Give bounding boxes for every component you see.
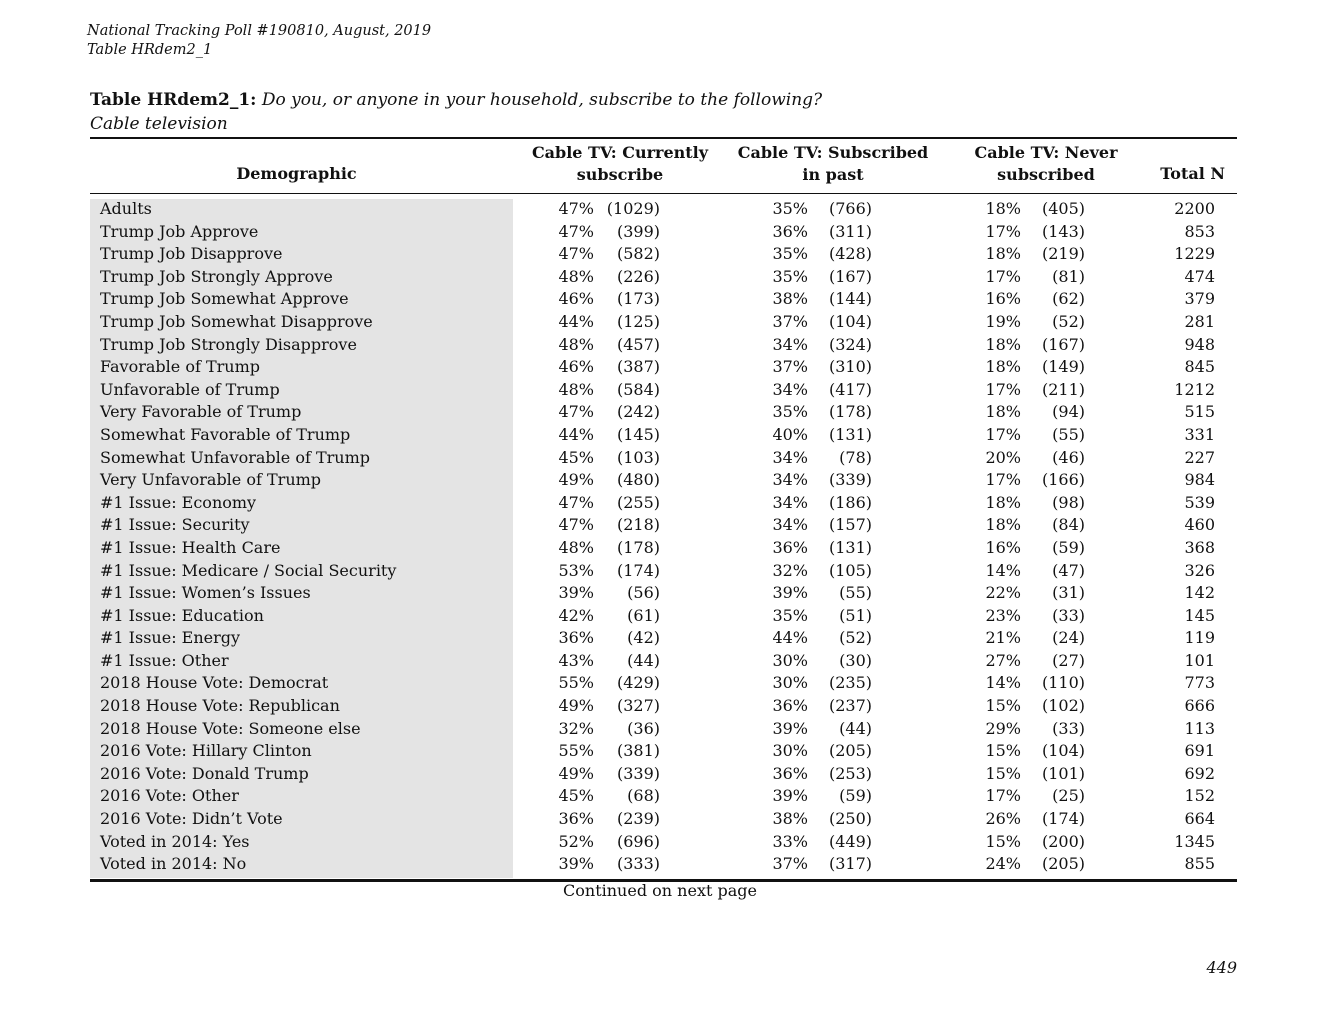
table-row [90, 808, 1237, 831]
never-pct: 14% [985, 560, 1021, 580]
never-pct: 15% [985, 696, 1021, 716]
current-n: (125) [616, 311, 660, 331]
table-row [90, 401, 1237, 424]
past-pct: 33% [772, 831, 808, 851]
header-currently-subscribe: Cable TV: Currently subscribe [531, 143, 709, 184]
past-n: (311) [828, 221, 872, 241]
row-label: Very Favorable of Trump [100, 402, 302, 422]
current-pct: 55% [558, 741, 594, 761]
never-n: (101) [1041, 763, 1085, 783]
past-n: (157) [828, 515, 872, 535]
past-pct: 39% [772, 583, 808, 603]
current-pct: 49% [558, 696, 594, 716]
header-total-n: Total N [1160, 164, 1225, 183]
table-row [90, 424, 1237, 447]
row-label: Trump Job Somewhat Disapprove [100, 311, 373, 331]
row-label: 2016 Vote: Other [100, 786, 239, 806]
current-n: (36) [627, 718, 660, 738]
row-label: 2016 Vote: Didn’t Vote [100, 809, 283, 829]
current-n: (429) [616, 673, 660, 693]
total-n: 691 [1184, 741, 1215, 761]
current-n: (333) [616, 854, 660, 874]
never-n: (102) [1041, 696, 1085, 716]
header-rule [90, 193, 1237, 194]
never-n: (24) [1052, 628, 1085, 648]
past-pct: 39% [772, 786, 808, 806]
row-label: Voted in 2014: Yes [100, 831, 250, 851]
total-n: 101 [1184, 650, 1215, 670]
past-n: (317) [828, 854, 872, 874]
caption-subtitle: Cable television [90, 114, 228, 134]
past-pct: 37% [772, 311, 808, 331]
never-n: (59) [1052, 537, 1085, 557]
table-row [90, 853, 1237, 876]
current-pct: 44% [558, 424, 594, 444]
table-row [90, 243, 1237, 266]
row-label: 2018 House Vote: Democrat [100, 673, 329, 693]
current-n: (457) [616, 334, 660, 354]
current-n: (61) [627, 605, 660, 625]
never-n: (166) [1041, 470, 1085, 490]
past-pct: 34% [772, 447, 808, 467]
never-pct: 17% [985, 424, 1021, 444]
current-pct: 48% [558, 334, 594, 354]
never-n: (104) [1041, 741, 1085, 761]
current-pct: 48% [558, 379, 594, 399]
total-n: 773 [1184, 673, 1215, 693]
total-n: 145 [1184, 605, 1215, 625]
never-pct: 26% [985, 809, 1021, 829]
never-n: (219) [1041, 244, 1085, 264]
never-pct: 18% [985, 334, 1021, 354]
past-pct: 35% [772, 266, 808, 286]
total-n: 855 [1184, 854, 1215, 874]
past-pct: 40% [772, 424, 808, 444]
header-subscribed-in-past: Cable TV: Subscribed in past [737, 143, 929, 184]
table-row [90, 740, 1237, 763]
total-n: 368 [1184, 537, 1215, 557]
current-n: (696) [616, 831, 660, 851]
total-n: 1229 [1174, 244, 1215, 264]
table-row [90, 198, 1237, 221]
current-pct: 39% [558, 854, 594, 874]
row-label: 2018 House Vote: Republican [100, 696, 340, 716]
running-head-table-id: Table HRdem2_1 [87, 42, 213, 58]
current-n: (173) [616, 289, 660, 309]
current-pct: 48% [558, 266, 594, 286]
never-n: (94) [1052, 402, 1085, 422]
current-pct: 49% [558, 763, 594, 783]
current-n: (218) [616, 515, 660, 535]
past-n: (324) [828, 334, 872, 354]
past-n: (253) [828, 763, 872, 783]
table-body [90, 198, 1237, 876]
table-row [90, 266, 1237, 289]
past-n: (186) [828, 492, 872, 512]
total-n: 664 [1184, 809, 1215, 829]
total-n: 281 [1184, 311, 1215, 331]
never-pct: 15% [985, 831, 1021, 851]
past-pct: 35% [772, 244, 808, 264]
table-caption [90, 88, 822, 136]
never-n: (149) [1041, 357, 1085, 377]
past-n: (766) [828, 199, 872, 218]
current-n: (178) [616, 537, 660, 557]
past-pct: 39% [772, 718, 808, 738]
never-pct: 15% [985, 741, 1021, 761]
past-pct: 35% [772, 199, 808, 218]
row-label: #1 Issue: Other [100, 650, 229, 670]
never-n: (47) [1052, 560, 1085, 580]
row-label: Adults [100, 199, 152, 218]
current-n: (103) [616, 447, 660, 467]
row-label: #1 Issue: Health Care [100, 537, 281, 557]
never-pct: 19% [985, 311, 1021, 331]
table-row [90, 447, 1237, 470]
never-n: (46) [1052, 447, 1085, 467]
never-n: (33) [1052, 605, 1085, 625]
current-pct: 46% [558, 357, 594, 377]
past-n: (205) [828, 741, 872, 761]
never-n: (167) [1041, 334, 1085, 354]
row-label: Trump Job Strongly Disapprove [100, 334, 357, 354]
current-n: (399) [616, 221, 660, 241]
past-n: (417) [828, 379, 872, 399]
current-n: (56) [627, 583, 660, 603]
past-pct: 38% [772, 289, 808, 309]
past-pct: 37% [772, 854, 808, 874]
never-pct: 17% [985, 266, 1021, 286]
past-pct: 44% [772, 628, 808, 648]
never-pct: 17% [985, 786, 1021, 806]
current-pct: 48% [558, 537, 594, 557]
total-n: 474 [1184, 266, 1215, 286]
never-pct: 18% [985, 199, 1021, 218]
current-n: (387) [616, 357, 660, 377]
row-label: Voted in 2014: No [100, 854, 247, 874]
header-demographic: Demographic [236, 164, 357, 183]
past-n: (55) [839, 583, 872, 603]
row-label: Somewhat Unfavorable of Trump [100, 447, 370, 467]
header-never-subscribed: Cable TV: Never subscribed [974, 143, 1118, 184]
past-pct: 36% [772, 221, 808, 241]
row-label: #1 Issue: Security [100, 515, 250, 535]
table-row [90, 650, 1237, 673]
current-n: (226) [616, 266, 660, 286]
current-n: (68) [627, 786, 660, 806]
total-n: 142 [1184, 583, 1215, 603]
never-n: (55) [1052, 424, 1085, 444]
current-pct: 47% [558, 244, 594, 264]
current-pct: 47% [558, 199, 594, 218]
current-pct: 42% [558, 605, 594, 625]
row-label: #1 Issue: Medicare / Social Security [100, 560, 397, 580]
never-pct: 18% [985, 244, 1021, 264]
table-row [90, 514, 1237, 537]
total-n: 331 [1184, 424, 1215, 444]
total-n: 948 [1184, 334, 1215, 354]
current-n: (582) [616, 244, 660, 264]
table-row [90, 582, 1237, 605]
row-label: #1 Issue: Education [100, 605, 264, 625]
running-head-title: National Tracking Poll #190810, August, 2019 [87, 23, 432, 39]
past-pct: 35% [772, 402, 808, 422]
current-n: (339) [616, 763, 660, 783]
current-pct: 55% [558, 673, 594, 693]
never-n: (27) [1052, 650, 1085, 670]
current-pct: 49% [558, 470, 594, 490]
past-pct: 34% [772, 492, 808, 512]
caption-label: Table HRdem2_1: [90, 90, 257, 110]
never-n: (200) [1041, 831, 1085, 851]
table-row [90, 379, 1237, 402]
past-pct: 30% [772, 650, 808, 670]
never-pct: 24% [985, 854, 1021, 874]
current-pct: 47% [558, 402, 594, 422]
never-pct: 15% [985, 763, 1021, 783]
past-pct: 37% [772, 357, 808, 377]
table-row [90, 334, 1237, 357]
current-pct: 47% [558, 515, 594, 535]
never-n: (81) [1052, 266, 1085, 286]
current-n: (1029) [606, 199, 660, 218]
never-pct: 17% [985, 379, 1021, 399]
current-n: (44) [627, 650, 660, 670]
never-pct: 18% [985, 515, 1021, 535]
row-label: Trump Job Somewhat Approve [100, 289, 349, 309]
total-n: 515 [1184, 402, 1215, 422]
never-pct: 27% [985, 650, 1021, 670]
past-pct: 34% [772, 334, 808, 354]
row-label: #1 Issue: Energy [100, 628, 241, 648]
total-n: 326 [1184, 560, 1215, 580]
current-pct: 46% [558, 289, 594, 309]
current-pct: 45% [558, 447, 594, 467]
never-n: (405) [1041, 199, 1085, 218]
total-n: 666 [1184, 696, 1215, 716]
past-pct: 30% [772, 741, 808, 761]
total-n: 845 [1184, 357, 1215, 377]
total-n: 379 [1184, 289, 1215, 309]
never-n: (143) [1041, 221, 1085, 241]
never-n: (25) [1052, 786, 1085, 806]
never-n: (84) [1052, 515, 1085, 535]
table-row [90, 537, 1237, 560]
past-n: (310) [828, 357, 872, 377]
past-pct: 34% [772, 379, 808, 399]
past-n: (104) [828, 311, 872, 331]
page-number: 449 [1206, 958, 1237, 977]
current-pct: 52% [558, 831, 594, 851]
never-pct: 21% [985, 628, 1021, 648]
never-pct: 16% [985, 537, 1021, 557]
current-pct: 47% [558, 221, 594, 241]
never-pct: 18% [985, 357, 1021, 377]
table-row [90, 492, 1237, 515]
total-n: 853 [1184, 221, 1215, 241]
current-n: (327) [616, 696, 660, 716]
past-pct: 34% [772, 470, 808, 490]
never-pct: 22% [985, 583, 1021, 603]
current-n: (174) [616, 560, 660, 580]
current-n: (255) [616, 492, 660, 512]
past-n: (235) [828, 673, 872, 693]
caption-question: Do you, or anyone in your household, subscribe to the following? [261, 90, 823, 110]
past-n: (428) [828, 244, 872, 264]
row-label: 2016 Vote: Hillary Clinton [100, 741, 312, 761]
table-row [90, 831, 1237, 854]
past-pct: 36% [772, 537, 808, 557]
past-n: (144) [828, 289, 872, 309]
table-row [90, 311, 1237, 334]
past-n: (237) [828, 696, 872, 716]
row-label: Trump Job Approve [100, 221, 259, 241]
never-pct: 23% [985, 605, 1021, 625]
table-row [90, 627, 1237, 650]
past-n: (167) [828, 266, 872, 286]
never-pct: 17% [985, 470, 1021, 490]
current-n: (242) [616, 402, 660, 422]
total-n: 119 [1184, 628, 1215, 648]
current-pct: 43% [558, 650, 594, 670]
current-n: (381) [616, 741, 660, 761]
current-n: (584) [616, 379, 660, 399]
never-n: (205) [1041, 854, 1085, 874]
current-pct: 36% [558, 628, 594, 648]
never-pct: 18% [985, 492, 1021, 512]
past-n: (178) [828, 402, 872, 422]
never-n: (211) [1041, 379, 1085, 399]
past-n: (51) [839, 605, 872, 625]
past-pct: 34% [772, 515, 808, 535]
row-label: Somewhat Favorable of Trump [100, 424, 351, 444]
table-row [90, 672, 1237, 695]
current-pct: 47% [558, 492, 594, 512]
past-n: (30) [839, 650, 872, 670]
past-n: (52) [839, 628, 872, 648]
never-n: (110) [1041, 673, 1085, 693]
table-row [90, 763, 1237, 786]
past-n: (59) [839, 786, 872, 806]
table-row [90, 695, 1237, 718]
past-pct: 30% [772, 673, 808, 693]
total-n: 460 [1184, 515, 1215, 535]
never-n: (174) [1041, 809, 1085, 829]
never-pct: 16% [985, 289, 1021, 309]
never-pct: 20% [985, 447, 1021, 467]
row-label: Trump Job Disapprove [100, 244, 283, 264]
total-n: 984 [1184, 470, 1215, 490]
past-n: (250) [828, 809, 872, 829]
row-label: 2016 Vote: Donald Trump [100, 763, 309, 783]
total-n: 152 [1184, 786, 1215, 806]
past-n: (339) [828, 470, 872, 490]
table-row [90, 605, 1237, 628]
current-pct: 32% [558, 718, 594, 738]
current-pct: 39% [558, 583, 594, 603]
past-n: (78) [839, 447, 872, 467]
never-n: (62) [1052, 289, 1085, 309]
row-label: #1 Issue: Women’s Issues [100, 583, 311, 603]
never-pct: 18% [985, 402, 1021, 422]
past-pct: 36% [772, 696, 808, 716]
row-label: Trump Job Strongly Approve [100, 266, 333, 286]
past-n: (44) [839, 718, 872, 738]
never-pct: 14% [985, 673, 1021, 693]
current-n: (42) [627, 628, 660, 648]
never-pct: 29% [985, 718, 1021, 738]
never-pct: 17% [985, 221, 1021, 241]
past-pct: 32% [772, 560, 808, 580]
current-pct: 36% [558, 809, 594, 829]
total-n: 1212 [1174, 379, 1215, 399]
past-n: (131) [828, 424, 872, 444]
table-row [90, 288, 1237, 311]
row-label: #1 Issue: Economy [100, 492, 257, 512]
current-n: (480) [616, 470, 660, 490]
total-n: 2200 [1174, 199, 1215, 218]
past-n: (105) [828, 560, 872, 580]
total-n: 692 [1184, 763, 1215, 783]
past-n: (131) [828, 537, 872, 557]
row-label: Very Unfavorable of Trump [100, 470, 322, 490]
table-row [90, 785, 1237, 808]
continued-note: Continued on next page [563, 881, 757, 900]
row-label: Unfavorable of Trump [100, 379, 280, 399]
total-n: 539 [1184, 492, 1215, 512]
running-head [87, 22, 431, 60]
row-label: 2018 House Vote: Someone else [100, 718, 361, 738]
never-n: (98) [1052, 492, 1085, 512]
table-top-rule [90, 137, 1237, 139]
never-n: (52) [1052, 311, 1085, 331]
past-n: (449) [828, 831, 872, 851]
table-row [90, 718, 1237, 741]
current-n: (145) [616, 424, 660, 444]
table-row [90, 560, 1237, 583]
never-n: (31) [1052, 583, 1085, 603]
current-pct: 44% [558, 311, 594, 331]
never-n: (33) [1052, 718, 1085, 738]
past-pct: 38% [772, 809, 808, 829]
table-row [90, 221, 1237, 244]
row-label: Favorable of Trump [100, 357, 261, 377]
current-pct: 45% [558, 786, 594, 806]
total-n: 113 [1184, 718, 1215, 738]
total-n: 227 [1184, 447, 1215, 467]
current-n: (239) [616, 809, 660, 829]
past-pct: 36% [772, 763, 808, 783]
table-row [90, 356, 1237, 379]
table-row [90, 469, 1237, 492]
past-pct: 35% [772, 605, 808, 625]
current-pct: 53% [558, 560, 594, 580]
total-n: 1345 [1174, 831, 1215, 851]
